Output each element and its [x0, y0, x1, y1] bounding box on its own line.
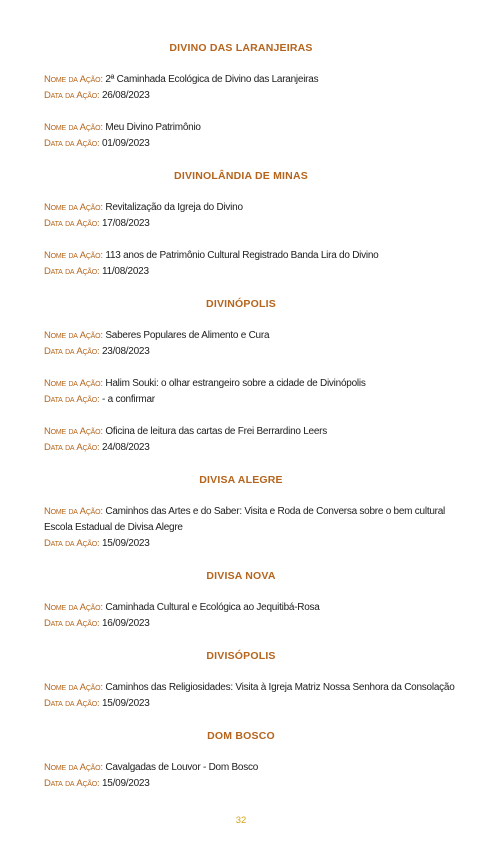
action-name-label: Nome da Ação:: [44, 762, 103, 773]
action-name-value: Caminhos das Religiosidades: Visita à Igreja Matriz Nossa Senhora da Consolação: [105, 682, 455, 693]
action-name-value: Oficina de leitura das cartas de Frei Berrardino Leers: [105, 426, 327, 437]
action-name-label: Nome da Ação:: [44, 506, 103, 517]
section-title-divisopolis: DIVISÓPOLIS: [206, 650, 276, 662]
action-date-label: Data da Ação:: [44, 778, 100, 789]
action-name-label: Nome da Ação:: [44, 202, 103, 213]
action-name-label: Nome da Ação:: [44, 426, 103, 437]
action-name-line: [44, 378, 464, 390]
action-name-line: [44, 426, 464, 438]
action-date-value: 15/09/2023: [102, 538, 150, 549]
action-date-label: Data da Ação:: [44, 218, 100, 229]
action-name-value: Halim Souki: o olhar estrangeiro sobre a cidade de Divinópolis: [105, 378, 366, 389]
action-date-line: [44, 266, 464, 278]
action-name-value: 2ª Caminhada Ecológica de Divino das Laranjeiras: [105, 74, 319, 85]
action-date-label: Data da Ação:: [44, 698, 100, 709]
section-title-divisa-alegre: DIVISA ALEGRE: [199, 474, 283, 486]
action-name-label: Nome da Ação:: [44, 378, 103, 389]
action-name-line: [44, 330, 464, 342]
action-date-label: Data da Ação:: [44, 538, 100, 549]
action-date-value: 15/09/2023: [102, 698, 150, 709]
action-name-value: 113 anos de Patrimônio Cultural Registrado Banda Lira do Divino: [105, 250, 379, 261]
action-date-value: 23/08/2023: [102, 346, 150, 357]
action-date-line: [44, 394, 464, 406]
action-name-value: Meu Divino Patrimônio: [105, 122, 201, 133]
action-name-label: Nome da Ação:: [44, 682, 103, 693]
action-date-label: Data da Ação:: [44, 346, 100, 357]
action-name-label: Nome da Ação:: [44, 330, 103, 341]
action-date-value: 16/09/2023: [102, 618, 150, 629]
action-date-line: [44, 618, 464, 630]
action-name-continuation: [44, 522, 464, 534]
action-name-line: [44, 74, 464, 86]
action-name-label: Nome da Ação:: [44, 74, 103, 85]
action-date-value: 17/08/2023: [102, 218, 150, 229]
section-title-divisa-nova: DIVISA NOVA: [206, 570, 276, 582]
action-name-value: Caminhada Cultural e Ecológica ao Jequitibá-Rosa: [105, 602, 320, 613]
page-number: 32: [235, 815, 247, 826]
action-name-line: [44, 250, 464, 262]
action-date-value: - a confirmar: [102, 394, 155, 405]
action-date-value: 26/08/2023: [102, 90, 150, 101]
action-date-line: [44, 346, 464, 358]
action-name-line: [44, 682, 464, 694]
action-date-line: [44, 538, 464, 550]
action-date-line: [44, 778, 464, 790]
action-name-line: [44, 122, 464, 134]
action-name-value: Cavalgadas de Louvor - Dom Bosco: [105, 762, 259, 773]
action-date-label: Data da Ação:: [44, 394, 100, 405]
action-date-line: [44, 90, 464, 102]
action-name-line: [44, 762, 464, 774]
section-title-divinopolis: DIVINÓPOLIS: [206, 298, 276, 310]
action-date-label: Data da Ação:: [44, 266, 100, 277]
section-title-dom-bosco: DOM BOSCO: [207, 730, 275, 742]
action-date-label: Data da Ação:: [44, 138, 100, 149]
action-date-label: Data da Ação:: [44, 442, 100, 453]
action-date-line: [44, 218, 464, 230]
action-date-label: Data da Ação:: [44, 90, 100, 101]
action-name-line: [44, 602, 464, 614]
action-name-label: Nome da Ação:: [44, 602, 103, 613]
action-date-line: [44, 442, 464, 454]
action-name-line: [44, 202, 464, 214]
action-name-label: Nome da Ação:: [44, 122, 103, 133]
action-date-value: 15/09/2023: [102, 778, 150, 789]
section-title-divinolandia-de-minas: DIVINOLÂNDIA DE MINAS: [174, 170, 308, 182]
action-name-value: Caminhos das Artes e do Saber: Visita e Roda de Conversa sobre o bem cultural: [105, 506, 446, 517]
action-date-value: 24/08/2023: [102, 442, 150, 453]
action-date-line: [44, 698, 464, 710]
action-date-value: 01/09/2023: [102, 138, 150, 149]
action-name-line: [44, 506, 464, 518]
action-name-value: Revitalização da Igreja do Divino: [105, 202, 243, 213]
action-name-continuation-value: Escola Estadual de Divisa Alegre: [44, 522, 183, 533]
action-date-line: [44, 138, 464, 150]
section-title-divino-das-laranjeiras: DIVINO DAS LARANJEIRAS: [169, 42, 313, 54]
action-name-value: Saberes Populares de Alimento e Cura: [105, 330, 270, 341]
action-date-label: Data da Ação:: [44, 618, 100, 629]
action-name-label: Nome da Ação:: [44, 250, 103, 261]
action-date-value: 11/08/2023: [102, 266, 149, 277]
